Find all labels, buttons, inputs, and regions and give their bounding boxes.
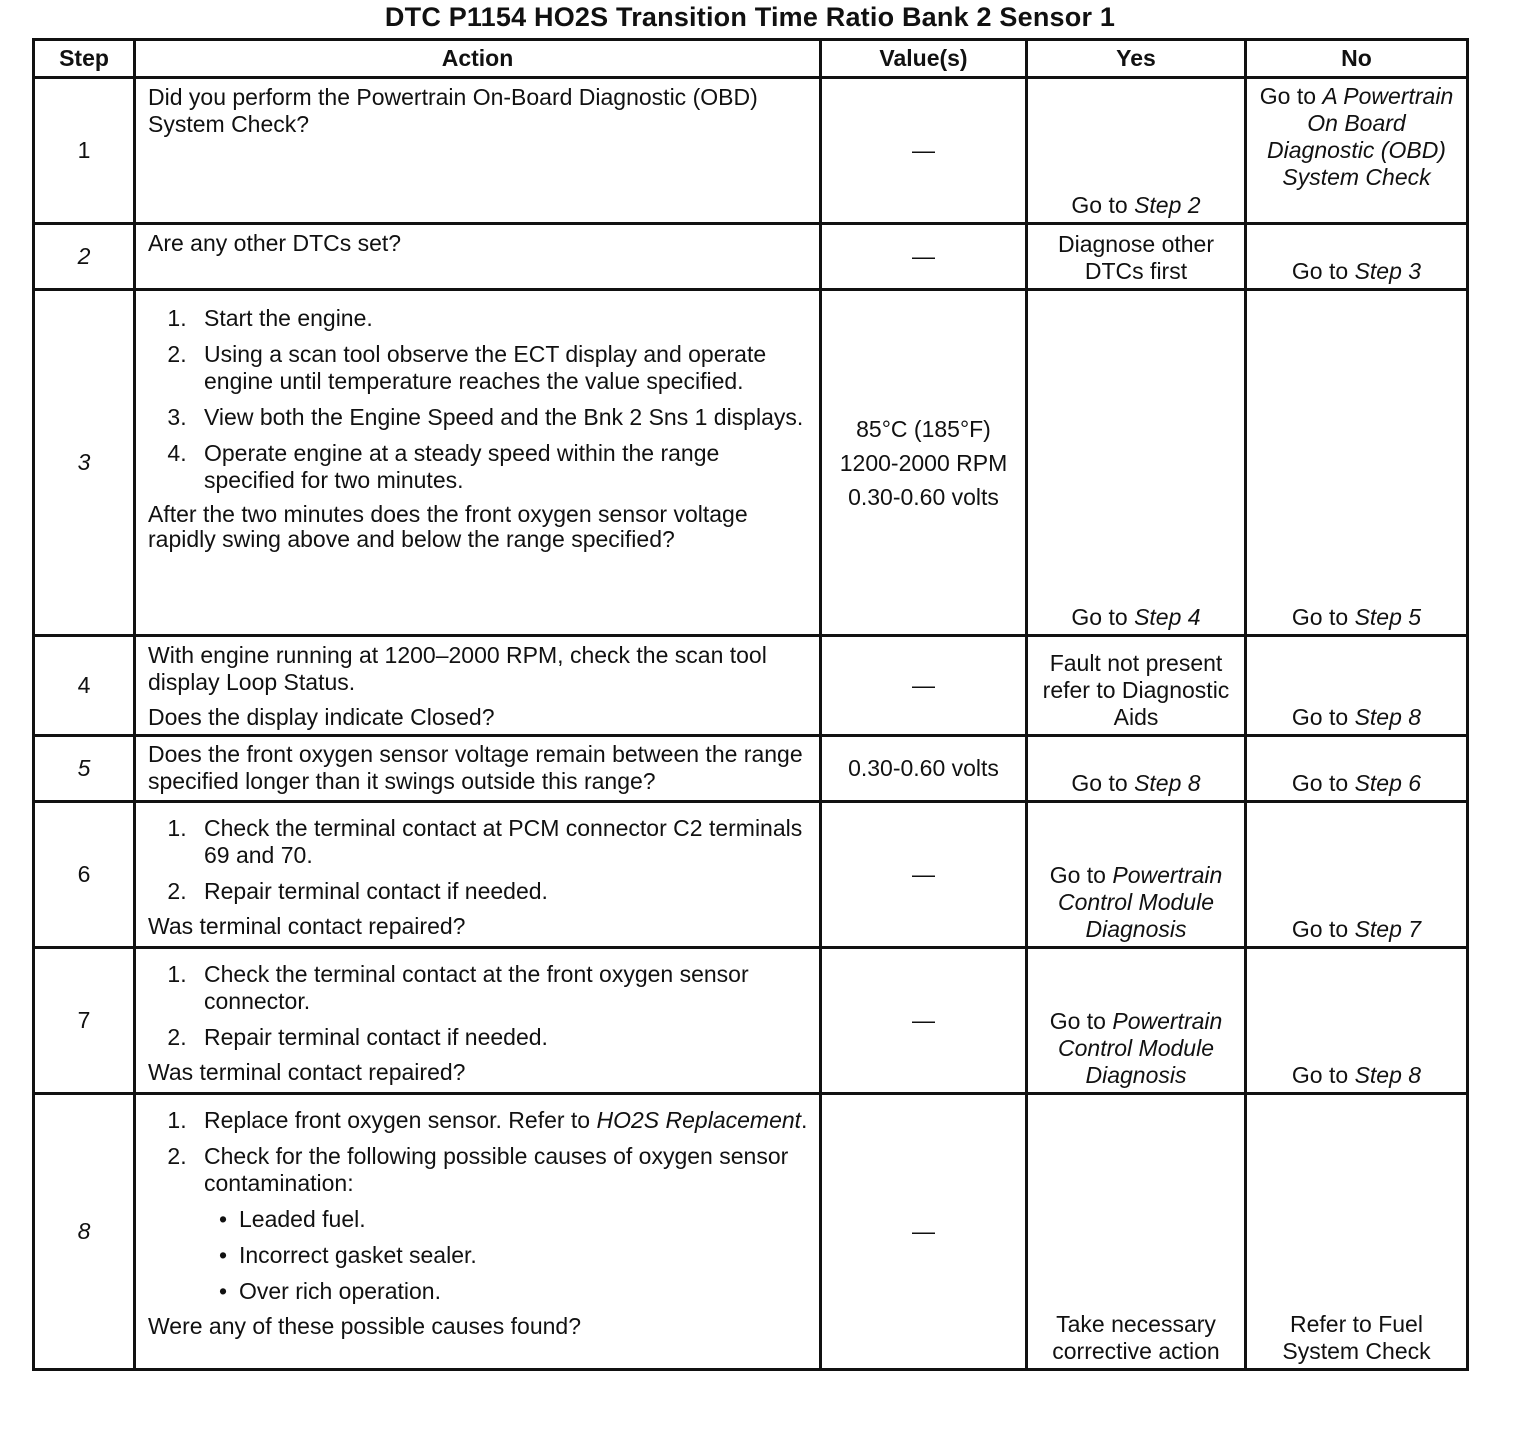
- yes-prefix: Go to: [1071, 604, 1135, 630]
- action-cell: [135, 948, 821, 1094]
- list-item: • Over rich operation.: [227, 1278, 811, 1305]
- no-reference: Step 5: [1354, 604, 1422, 630]
- table-row: [34, 802, 1468, 948]
- yes-prefix: Go to: [1071, 192, 1135, 218]
- yes-cell: [1027, 290, 1246, 636]
- no-prefix: Go to: [1291, 770, 1355, 796]
- action-cell: [135, 736, 821, 802]
- action-question: Does the display indicate Closed?: [148, 704, 495, 730]
- step-number: 2: [34, 224, 135, 290]
- step-number: 8: [34, 1094, 135, 1370]
- no-cell: [1246, 948, 1468, 1094]
- table-row: [34, 736, 1468, 802]
- no-reference: Step 8: [1354, 704, 1422, 730]
- diagnostic-table: [32, 38, 1469, 1371]
- action-cell: [135, 1094, 821, 1370]
- step-number: 7: [34, 948, 135, 1094]
- table-row: [34, 224, 1468, 290]
- procedure-list: [148, 305, 811, 494]
- no-cell: [1246, 736, 1468, 802]
- no-prefix: Go to: [1291, 604, 1355, 630]
- action-question: Was terminal contact repaired?: [148, 1059, 466, 1085]
- no-cell: [1246, 78, 1468, 224]
- no-reference: A Powertrain On Board Diagnostic (OBD) System Check: [1267, 83, 1454, 190]
- value-cell: —: [821, 224, 1027, 290]
- no-cell: [1246, 802, 1468, 948]
- action-text: Did you perform the Powertrain On-Board Diagnostic (OBD) System Check?: [148, 84, 758, 137]
- yes-reference: Powertrain Control Module Diagnosis: [1058, 1008, 1223, 1088]
- no-prefix: Go to: [1259, 83, 1323, 109]
- yes-cell: Diagnose other DTCs first: [1027, 224, 1246, 290]
- no-cell: Refer to Fuel System Check: [1246, 1094, 1468, 1370]
- yes-cell: [1027, 736, 1246, 802]
- no-cell: [1246, 636, 1468, 736]
- yes-reference: Step 8: [1134, 770, 1201, 796]
- procedure-list: [148, 815, 811, 905]
- action-question: After the two minutes does the front oxygen sensor voltage rapidly swing above and below the range specified?: [148, 501, 748, 552]
- header-step: Step: [34, 40, 135, 78]
- procedure-step: 2. Using a scan tool observe the ECT display and operate engine until temperature reaches the value specified.: [193, 341, 811, 395]
- yes-cell: [1027, 802, 1246, 948]
- step-number: 5: [34, 736, 135, 802]
- yes-prefix: Go to: [1049, 1008, 1113, 1034]
- table-row: [34, 78, 1468, 224]
- action-text: Are any other DTCs set?: [148, 230, 402, 256]
- no-cell: [1246, 290, 1468, 636]
- step-end: .: [801, 1107, 808, 1133]
- no-prefix: Go to: [1291, 258, 1355, 284]
- procedure-step: [193, 1107, 811, 1134]
- no-prefix: Go to: [1291, 704, 1355, 730]
- value-cell: —: [821, 1094, 1027, 1370]
- procedure-list: [148, 1107, 811, 1305]
- table-row: [34, 636, 1468, 736]
- step-text: Check for the following possible causes of oxygen sensor contamination:: [204, 1143, 789, 1196]
- action-text: Does the front oxygen sensor voltage remain between the range specified longer than it swings outside this range?: [148, 741, 803, 794]
- value-volts: 0.30-0.60 volts: [848, 483, 999, 510]
- value-cell: —: [821, 802, 1027, 948]
- no-cell: [1246, 224, 1468, 290]
- procedure-step: 1. Start the engine.: [193, 305, 811, 332]
- no-prefix: Go to: [1291, 916, 1355, 942]
- yes-reference: Step 2: [1134, 192, 1201, 218]
- list-item: • Leaded fuel.: [227, 1206, 811, 1233]
- action-text: With engine running at 1200–2000 RPM, check the scan tool display Loop Status.: [148, 642, 767, 695]
- procedure-step: 1. Check the terminal contact at the front oxygen sensor connector.: [193, 961, 811, 1015]
- value-rpm: 1200-2000 RPM: [839, 449, 1008, 476]
- step-text: Replace front oxygen sensor. Refer to: [204, 1107, 597, 1133]
- table-row: [34, 1094, 1468, 1370]
- value-cell: —: [821, 636, 1027, 736]
- procedure-list: [148, 961, 811, 1051]
- yes-reference: Step 4: [1134, 604, 1201, 630]
- action-question: Was terminal contact repaired?: [148, 913, 466, 939]
- step-number: 1: [34, 78, 135, 224]
- action-cell: [135, 78, 821, 224]
- procedure-step: 2. Repair terminal contact if needed.: [193, 878, 811, 905]
- table-row: [34, 948, 1468, 1094]
- yes-prefix: Go to: [1071, 770, 1135, 796]
- step-number: 4: [34, 636, 135, 736]
- no-reference: Step 6: [1354, 770, 1422, 796]
- no-reference: Step 8: [1354, 1062, 1422, 1088]
- value-cell: —: [821, 78, 1027, 224]
- header-yes: Yes: [1027, 40, 1246, 78]
- yes-prefix: Go to: [1049, 862, 1113, 888]
- no-reference: Step 3: [1354, 258, 1422, 284]
- yes-cell: [1027, 78, 1246, 224]
- procedure-step: 2. Repair terminal contact if needed.: [193, 1024, 811, 1051]
- no-reference: Step 7: [1354, 916, 1422, 942]
- procedure-step: [193, 1143, 811, 1305]
- step-number: 3: [34, 290, 135, 636]
- header-row: [34, 40, 1468, 78]
- value-cell: 0.30-0.60 volts: [821, 736, 1027, 802]
- value-cell: —: [821, 948, 1027, 1094]
- list-item: • Incorrect gasket sealer.: [227, 1242, 811, 1269]
- table-row: [34, 290, 1468, 636]
- action-cell: [135, 290, 821, 636]
- procedure-step: 1. Check the terminal contact at PCM connector C2 terminals 69 and 70.: [193, 815, 811, 869]
- yes-cell: Take necessary corrective action: [1027, 1094, 1246, 1370]
- header-action: Action: [135, 40, 821, 78]
- value-temperature: 85°C (185°F): [856, 415, 991, 442]
- action-question: Were any of these possible causes found?: [148, 1313, 582, 1339]
- header-no: No: [1246, 40, 1468, 78]
- page-title: DTC P1154 HO2S Transition Time Ratio Bank 2 Sensor 1: [384, 2, 1116, 32]
- procedure-step: 3. View both the Engine Speed and the Bnk 2 Sns 1 displays.: [193, 404, 811, 431]
- no-prefix: Go to: [1291, 1062, 1355, 1088]
- yes-cell: Fault not present refer to Diagnostic Aids: [1027, 636, 1246, 736]
- action-cell: [135, 636, 821, 736]
- value-cell: [821, 290, 1027, 636]
- step-number: 6: [34, 802, 135, 948]
- reference-link-text: HO2S Replacement: [596, 1107, 802, 1133]
- cause-list: [204, 1206, 811, 1305]
- action-cell: [135, 802, 821, 948]
- procedure-step: 4. Operate engine at a steady speed within the range specified for two minutes.: [193, 440, 811, 494]
- action-cell: [135, 224, 821, 290]
- yes-reference: Powertrain Control Module Diagnosis: [1058, 862, 1223, 942]
- yes-cell: [1027, 948, 1246, 1094]
- header-values: Value(s): [821, 40, 1027, 78]
